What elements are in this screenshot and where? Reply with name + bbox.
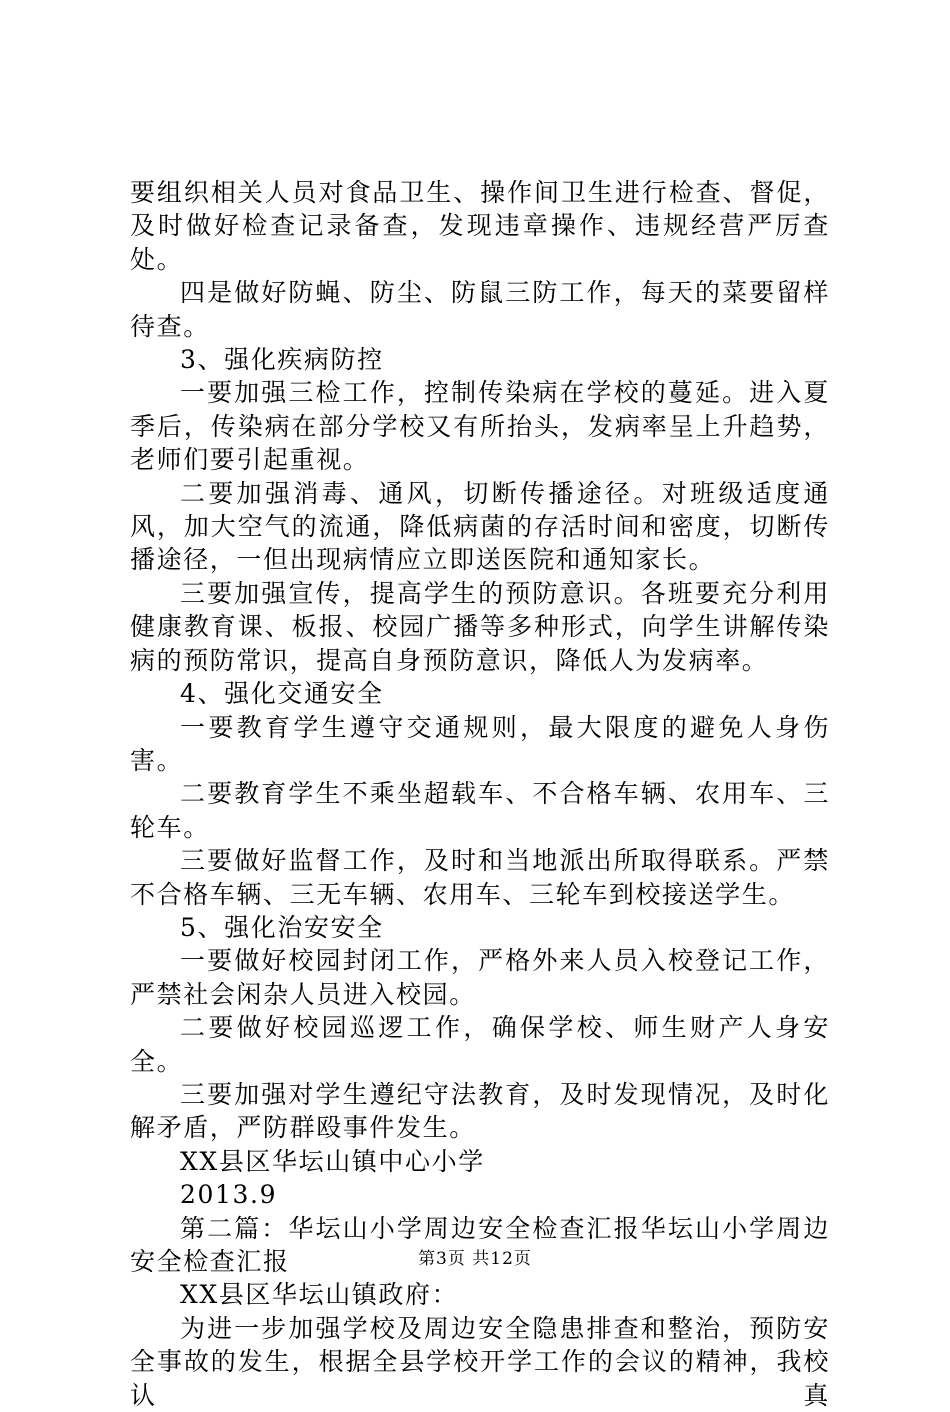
paragraph: 二要加强消毒、通风，切断传播途径。对班级适度通风，加大空气的流通，降低病菌的存活时间和密度，切断传播途径，一但出现病情应立即送医院和通知家长。	[130, 478, 830, 575]
paragraph: XX县区华坛山镇政府：	[180, 1280, 459, 1310]
paragraph: 3、强化疾病防控	[180, 345, 384, 375]
paragraph: 二要教育学生不乘坐超载车、不合格车辆、农用车、三轮车。	[130, 779, 830, 842]
page-footer: 第3页 共12页	[418, 1249, 532, 1269]
paragraph: 三要加强对学生遵纪守法教育，及时发现情况，及时化解矛盾，严防群殴事件发生。	[130, 1079, 830, 1143]
paragraph: XX县区华坛山镇中心小学	[180, 1146, 485, 1176]
paragraph: 为进一步加强学校及周边安全隐患排查和整治，预防安全事故的发生，根据全县学校开学工作的会议的精神，我校认真	[130, 1313, 830, 1410]
paragraph: 2013.9	[180, 1180, 278, 1210]
paragraph: 一要教育学生遵守交通规则，最大限度的避免人身伤害。	[130, 712, 830, 775]
paragraph: 第二篇：华坛山小学周边安全检查汇报华坛山小学周边安全检查汇报	[130, 1213, 830, 1276]
paragraph: 4、强化交通安全	[180, 679, 384, 709]
paragraph: 二要做好校园巡逻工作，确保学校、师生财产人身安全。	[130, 1013, 830, 1076]
paragraph: 一要做好校园封闭工作，严格外来人员入校登记工作，严禁社会闲杂人员进入校园。	[130, 946, 830, 1009]
paragraph: 三要做好监督工作，及时和当地派出所取得联系。严禁不合格车辆、三无车辆、农用车、三轮车到校接送学生。	[130, 846, 830, 909]
paragraph: 一要加强三检工作，控制传染病在学校的蔓延。进入夏季后，传染病在部分学校又有所抬头，发病率呈上升趋势，老师们要引起重视。	[130, 378, 830, 475]
paragraph: 三要加强宣传，提高学生的预防意识。各班要充分利用健康教育课、板报、校园广播等多种形式，向学生讲解传染病的预防常识，提高自身预防意识，降低人为发病率。	[130, 578, 830, 675]
document-body	[130, 176, 830, 1412]
paragraph: 5、强化治安安全	[180, 912, 384, 942]
paragraph: 四是做好防蝇、防尘、防鼠三防工作，每天的菜要留样待查。	[130, 278, 830, 341]
paragraph: 要组织相关人员对食品卫生、操作间卫生进行检查、督促，及时做好检查记录备查，发现违章操作、违规经营严厉查处。	[130, 178, 830, 274]
